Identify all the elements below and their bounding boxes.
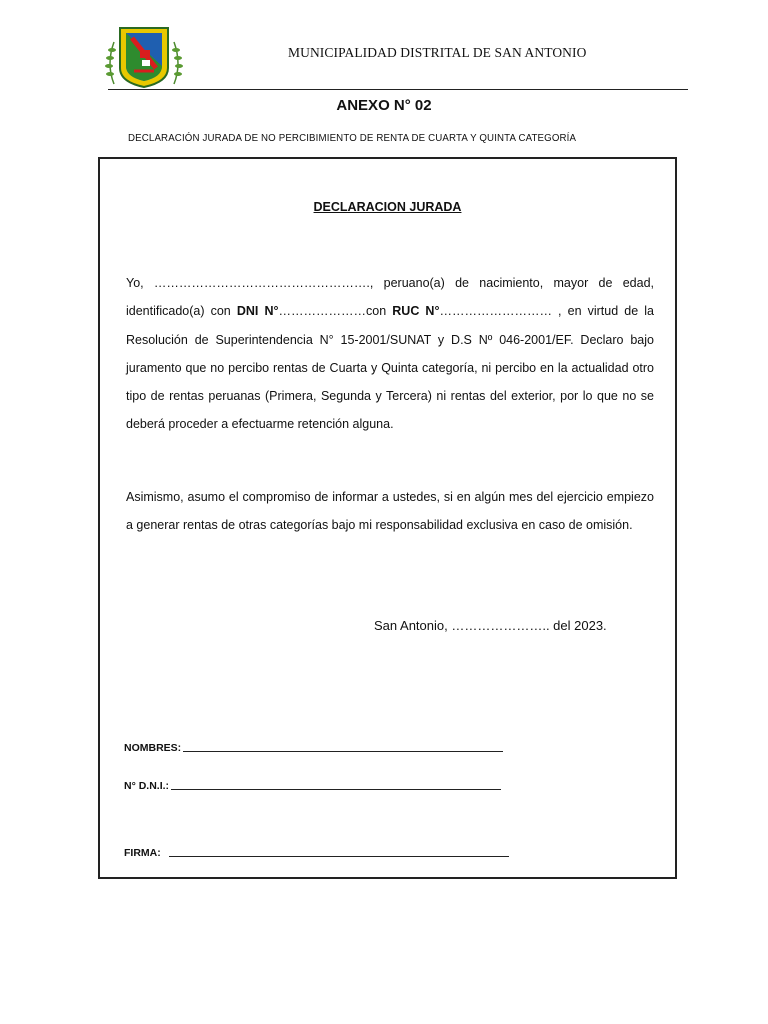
names-label: NOMBRES: — [124, 742, 182, 754]
declaration-box — [98, 157, 677, 879]
annex-title: ANEXO N° 02 — [336, 97, 432, 114]
municipality-name: MUNICIPALIDAD DISTRITAL DE SAN ANTONIO — [288, 45, 587, 60]
declaration-title: DECLARACION JURADA — [313, 200, 462, 214]
dni-field-label: N° D.N.I.: — [124, 780, 170, 792]
paragraph-1-text-c: ……………………… , en virtud de la Resolución de Superintendencia N° 15-2001/SUNAT y D.S Nº 046-2001/EF. Declaro bajo juramento que no percibo rentas de Cuarta y Quinta categoría, ni percibo en la actualidad otro tipo de rentas peruanas (Primera, Segunda y Tercera) ni rentas del exterior, por lo que no se deberá proceder a efectuarme retención alguna. — [126, 304, 654, 432]
signature-field[interactable] — [124, 847, 509, 859]
signature-input-line[interactable] — [169, 856, 509, 857]
document-subtitle: DECLARACIÓN JURADA DE NO PERCIBIMIENTO DE RENTA DE CUARTA Y QUINTA CATEGORÍA — [128, 133, 577, 144]
declaration-paragraph-1 — [126, 269, 654, 439]
paragraph-1-text-b: …………………con — [278, 304, 393, 319]
municipal-coat-of-arms-icon — [104, 24, 184, 90]
municipal-logo — [104, 24, 184, 90]
header-divider — [108, 89, 688, 90]
paragraph-1-text-a: Yo, ……………………………………………., peruano(a) de nacimiento, mayor de edad, identificado(a) con — [126, 276, 654, 319]
declaration-paragraph-2: Asimismo, asumo el compromiso de informar a ustedes, si en algún mes del ejercicio empiezo a generar rentas de otras categorías bajo mi responsabilidad exclusiva en caso de omisión. — [126, 490, 654, 533]
date-line: San Antonio, ………………….. del 2023. — [374, 618, 607, 633]
ruc-label: RUC N° — [392, 304, 440, 319]
dni-input-line[interactable] — [171, 789, 501, 790]
names-input-line[interactable] — [183, 751, 503, 752]
signature-label: FIRMA: — [124, 847, 161, 859]
names-field[interactable] — [124, 742, 503, 754]
dni-label: DNI N° — [236, 304, 279, 319]
dni-field[interactable] — [124, 780, 501, 792]
